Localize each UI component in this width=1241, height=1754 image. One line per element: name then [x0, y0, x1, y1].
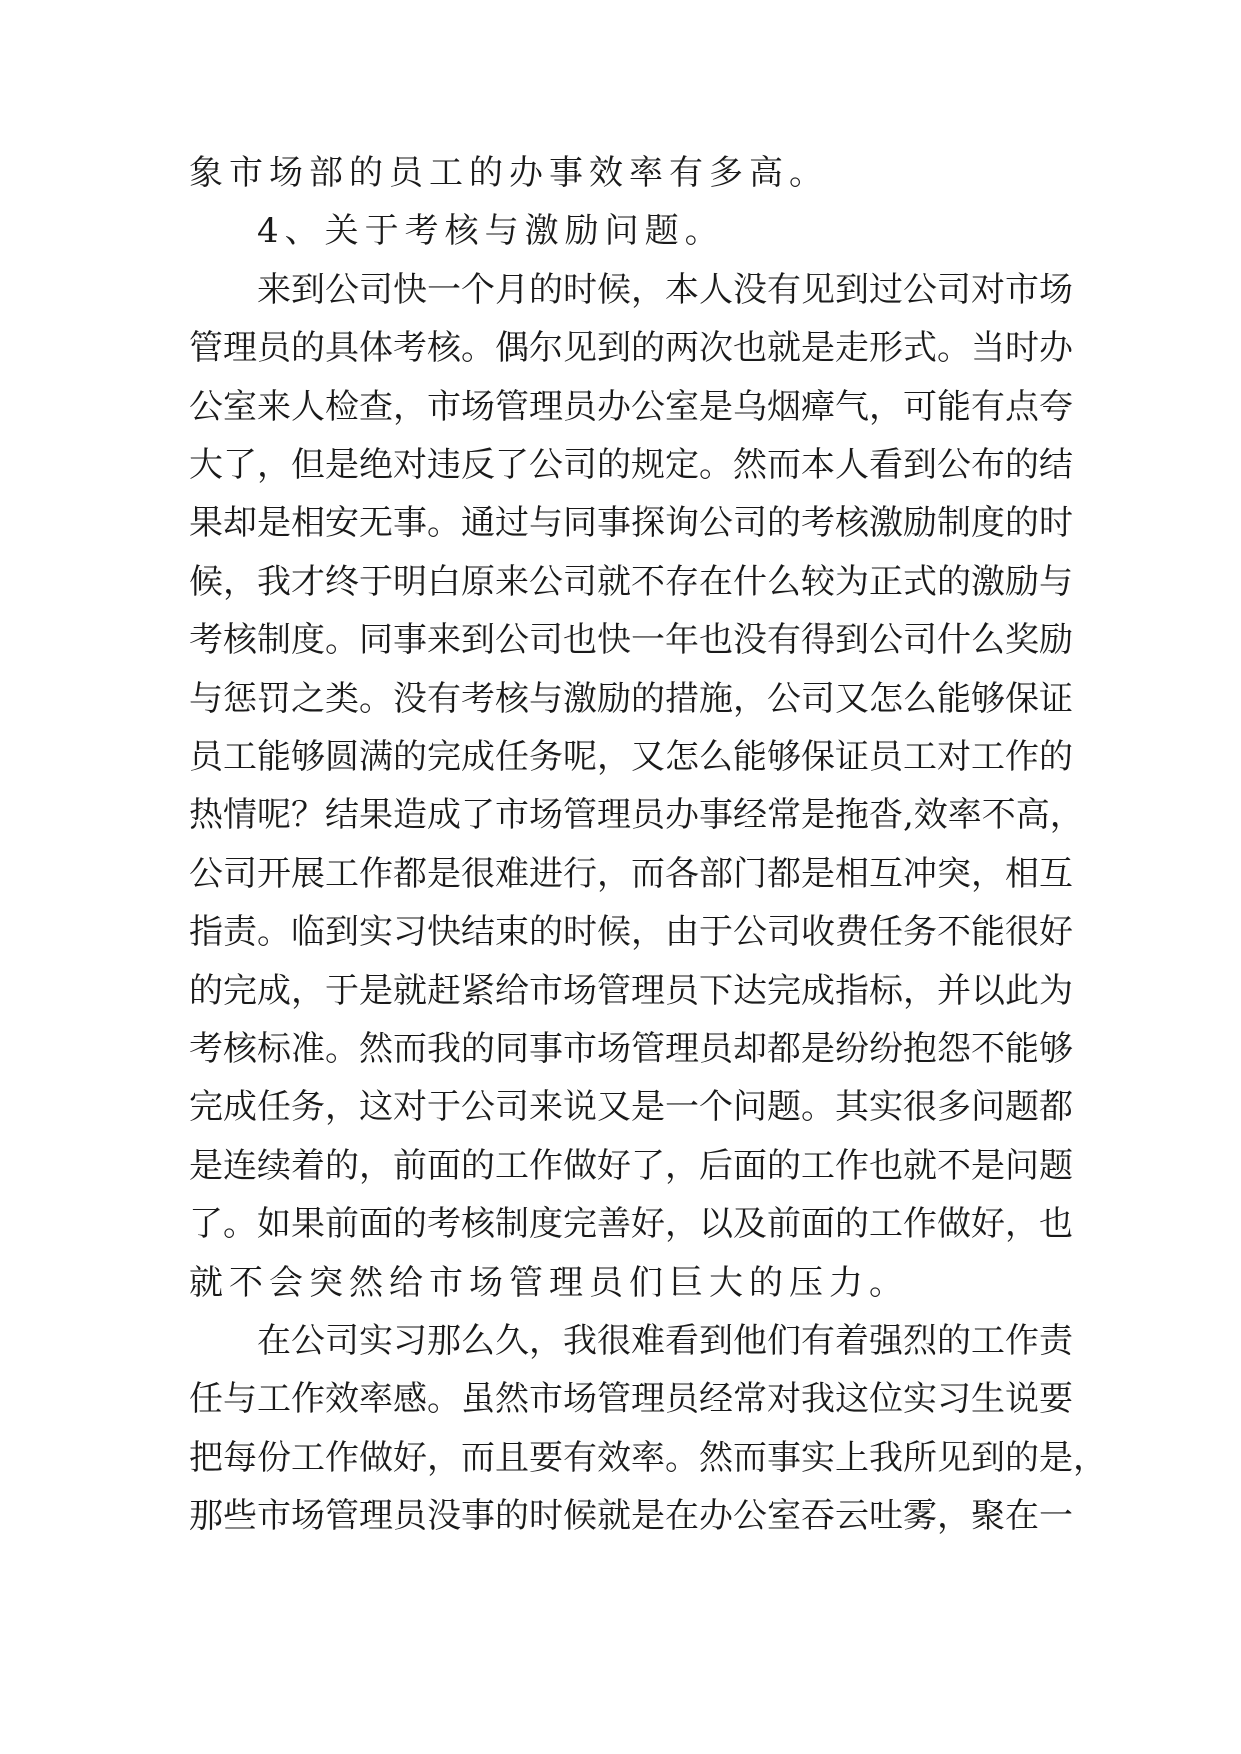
text-line: 指责。临到实习快结束的时候，由于公司收费任务不能很好 — [189, 912, 1073, 952]
text-line: 热情呢？结果造成了市场管理员办事经常是拖沓,效率不高， — [189, 795, 1084, 835]
text-line: 就不会突然给市场管理员们巨大的压力。 — [189, 1263, 909, 1303]
text-line: 考核标准。然而我的同事市场管理员却都是纷纷抱怨不能够 — [189, 1029, 1073, 1069]
text-line: 把每份工作做好，而且要有效率。然而事实上我所见到的是， — [189, 1438, 1107, 1478]
text-line: 候，我才终于明白原来公司就不存在什么较为正式的激励与 — [189, 562, 1073, 602]
text-line: 考核制度。同事来到公司也快一年也没有得到公司什么奖励 — [189, 620, 1073, 660]
text-line: 了。如果前面的考核制度完善好，以及前面的工作做好，也 — [189, 1204, 1073, 1244]
text-line: 来到公司快一个月的时候，本人没有见到过公司对市场 — [257, 270, 1073, 310]
text-line: 在公司实习那么久，我很难看到他们有着强烈的工作责 — [257, 1321, 1073, 1361]
text-line: 那些市场管理员没事的时候就是在办公室吞云吐雾，聚在一 — [189, 1496, 1073, 1536]
text-line: 的完成，于是就赶紧给市场管理员下达完成指标，并以此为 — [189, 971, 1073, 1011]
text-line: 与惩罚之类。没有考核与激励的措施，公司又怎么能够保证 — [189, 679, 1073, 719]
section-heading: 4、关于考核与激励问题。 — [257, 211, 725, 251]
text-line: 是连续着的，前面的工作做好了，后面的工作也就不是问题 — [189, 1146, 1073, 1186]
text-line: 象市场部的员工的办事效率有多高。 — [189, 153, 829, 193]
text-line: 公室来人检查，市场管理员办公室是乌烟瘴气，可能有点夸 — [189, 387, 1073, 427]
text-line: 任与工作效率感。虽然市场管理员经常对我这位实习生说要 — [189, 1379, 1073, 1419]
text-line: 员工能够圆满的完成任务呢，又怎么能够保证员工对工作的 — [189, 737, 1073, 777]
text-line: 果却是相安无事。通过与同事探询公司的考核激励制度的时 — [189, 503, 1073, 543]
text-line: 大了，但是绝对违反了公司的规定。然而本人看到公布的结 — [189, 445, 1073, 485]
text-line: 公司开展工作都是很难进行，而各部门都是相互冲突，相互 — [189, 854, 1073, 894]
text-line: 完成任务，这对于公司来说又是一个问题。其实很多问题都 — [189, 1087, 1073, 1127]
text-line: 管理员的具体考核。偶尔见到的两次也就是走形式。当时办 — [189, 328, 1073, 368]
